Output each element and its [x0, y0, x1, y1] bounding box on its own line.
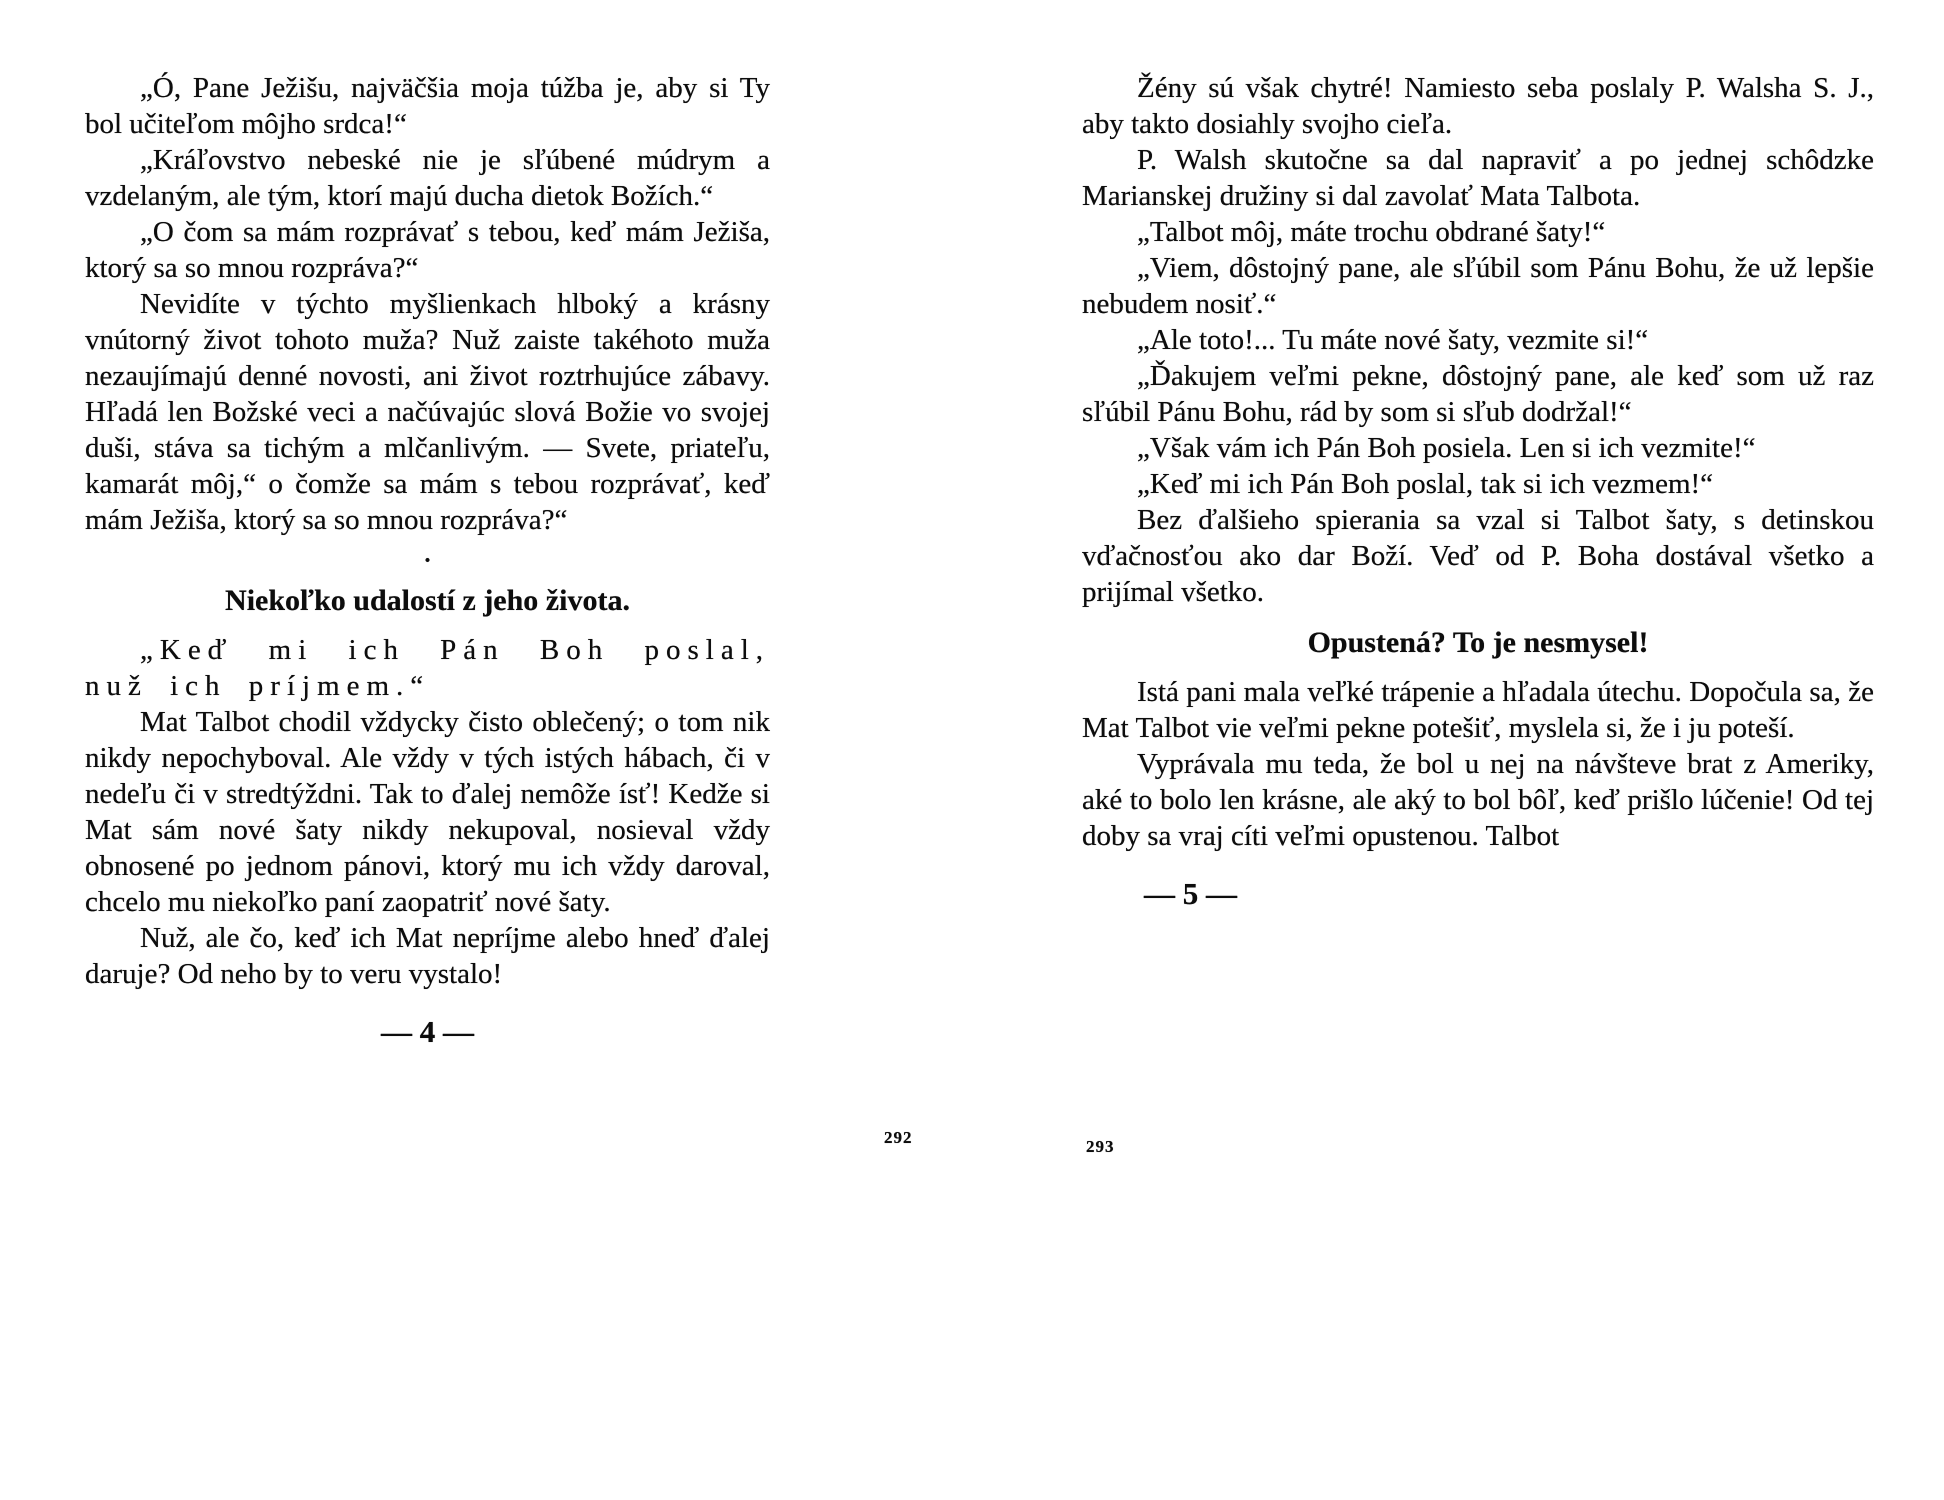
paragraph: „Kráľovstvo nebeské nie je sľúbené múdrym a vzdelaným, ale tým, ktorí majú ducha dietok Božích.“: [85, 144, 770, 212]
paragraph: „Talbot môj, máte trochu obdrané šaty!“: [1137, 216, 1606, 248]
paragraph: Mat Talbot chodil vždycky čisto oblečený; o tom nik nikdy nepochyboval. Ale vždy v tých istých hábach, či v nedeľu či v stredtýždni. Tak to ďalej nemôže ísť! Kedže si Mat sám nové šaty nikdy nekupoval, nosieval vždy obnosené po jednom pánovi, ktorý mu ich vždy daroval, chcelo mu niekoľko paní zaopatriť nové šaty.: [85, 706, 770, 918]
section-separator-dot: .: [424, 542, 431, 568]
section-heading: Niekoľko udalostí z jeho života.: [225, 584, 630, 617]
paragraph: Bez ďalšieho spierania sa vzal si Talbot šaty, s detinskou vďačnosťou ako dar Boží. Veď od P. Boha dostával všetko a prijímal všetko.: [1082, 504, 1874, 608]
paragraph: „Viem, dôstojný pane, ale sľúbil som Pánu Bohu, že už lepšie nebudem nosiť.“: [1082, 252, 1874, 320]
section-heading: Opustená? To je nesmysel!: [1307, 626, 1649, 659]
print-signature-left: 292: [884, 1128, 913, 1147]
paragraph: Žény sú však chytré! Namiesto seba poslaly P. Walsha S. J., aby takto dosiahly svojho cieľa.: [1082, 72, 1874, 140]
paragraph: „Ó, Pane Ježišu, najväčšia moja túžba je, aby si Ty bol učiteľom môjho srdca!“: [85, 72, 770, 140]
paragraph: Vyprávala mu teda, že bol u nej na návšteve brat z Ameriky, aké to bolo len krásne, ale aký to bol bôľ, keď prišlo lúčenie! Od tej doby sa vraj cíti veľmi opustenou. Talbot: [1082, 748, 1874, 852]
paragraph: Istá pani mala veľké trápenie a hľadala útechu. Dopočula sa, že Mat Talbot vie veľmi pekne potešiť, myslela si, že i ju poteší.: [1082, 676, 1874, 744]
paragraph: „O čom sa mám rozprávať s tebou, keď mám Ježiša, ktorý sa so mnou rozpráva?“: [85, 216, 770, 284]
paragraph: „Však vám ich Pán Boh posiela. Len si ich vezmite!“: [1137, 432, 1756, 464]
spaced-quote-paragraph: „Keď mi ich Pán Boh poslal, nuž ich príjmem.“: [85, 634, 770, 702]
page-left: [85, 70, 770, 1050]
print-signature-right: 293: [1086, 1137, 1115, 1156]
paragraph: Nuž, ale čo, keď ich Mat nepríjme alebo hneď ďalej daruje? Od neho by to veru vystalo!: [85, 922, 770, 990]
page-number: — 5 —: [1144, 876, 1237, 911]
paragraph: „Ďakujem veľmi pekne, dôstojný pane, ale keď som už raz sľúbil Pánu Bohu, rád by som si sľub dodržal!“: [1082, 360, 1874, 428]
paragraph: „Keď mi ich Pán Boh poslal, tak si ich vezmem!“: [1137, 468, 1714, 500]
page-number: — 4 —: [381, 1014, 474, 1049]
paragraph: „Ale toto!... Tu máte nové šaty, vezmite si!“: [1137, 324, 1649, 356]
page-right: [1082, 70, 1874, 912]
paragraph: P. Walsh skutočne sa dal napraviť a po jednej schôdzke Marianskej družiny si dal zavolať Mata Talbota.: [1082, 144, 1874, 212]
paragraph: Nevidíte v týchto myšlienkach hlboký a krásny vnútorný život tohoto muža? Nuž zaiste takéhoto muža nezaujímajú denné novosti, ani život roztrhujúce zábavy. Hľadá len Božské veci a načúvajúc slová Božie vo svojej duši, stáva sa tichým a mlčanlivým. — Svete, priateľu, kamarát môj,“ o čomže sa mám s tebou rozprávať, keď mám Ježiša, ktorý sa so mnou rozpráva?“: [85, 288, 770, 536]
